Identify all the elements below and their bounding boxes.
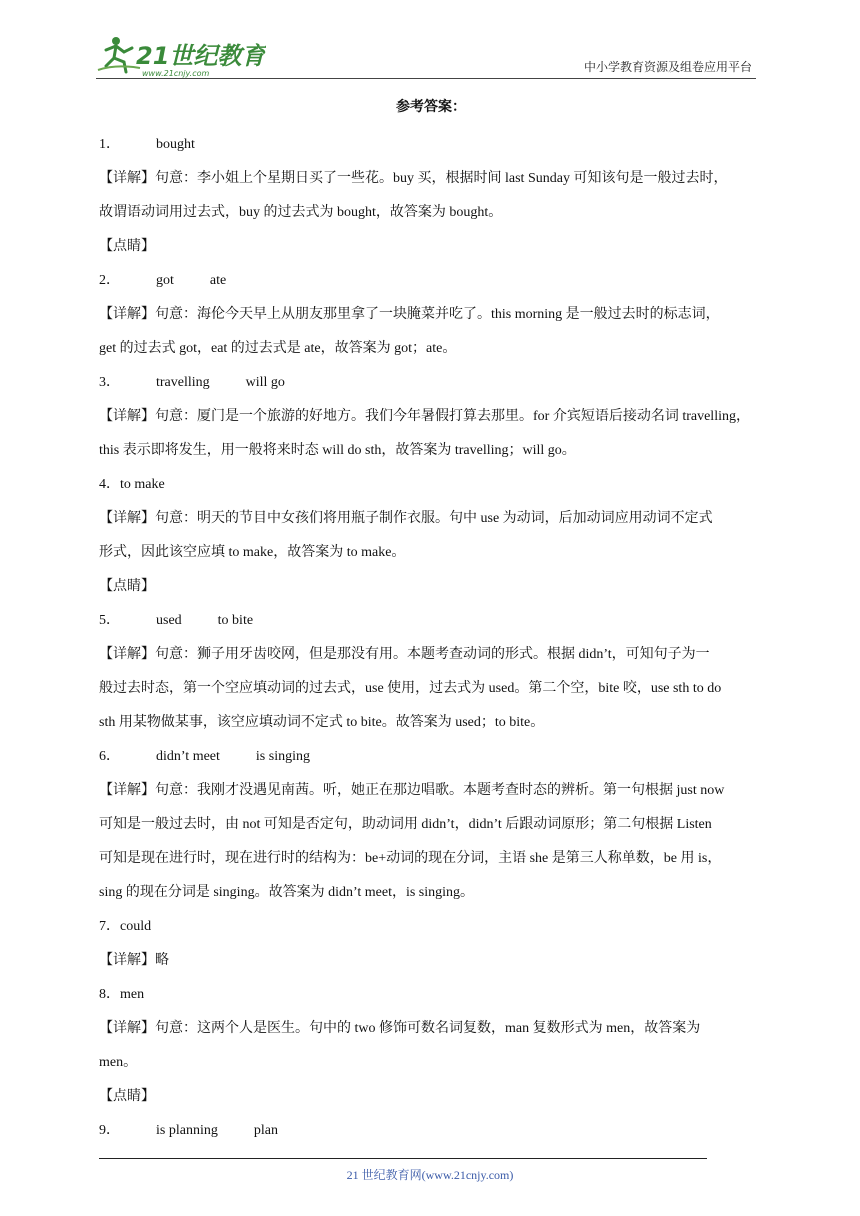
footer-divider <box>99 1158 707 1159</box>
answer-lines <box>99 128 763 1148</box>
answer-line <box>99 366 763 400</box>
explanation-line: 【详解】句意：厦门是一个旅游的好地方。我们今年暑假打算去那里。for 介宾短语后接动名词 travelling， <box>99 409 750 424</box>
question-number: 6． <box>99 749 120 764</box>
explanation-line: 般过去时态，第一个空应填动词的过去式，use 使用，过去式为 used。第二个空，bite 咬，use sth to do <box>99 681 722 696</box>
answer-value: plan <box>253 1123 278 1138</box>
explanation-line: men。 <box>99 1055 138 1070</box>
answer-value: used <box>156 613 182 628</box>
question-number: 2． <box>99 273 120 288</box>
answer-value: is planning <box>156 1123 218 1138</box>
page-footer[interactable]: 21 世纪教育网(www.21cnjy.com) <box>346 1168 514 1182</box>
explanation-line: sing 的现在分词是 singing。故答案为 didn’t meet，is singing。 <box>99 885 475 900</box>
question-number: 4． <box>99 477 120 492</box>
answer-line <box>99 128 763 162</box>
explanation-line: 【点睛】 <box>99 1089 155 1104</box>
question-number: 5． <box>99 613 120 628</box>
answer-value: could <box>120 919 152 934</box>
answer-value: ate <box>209 273 227 288</box>
question-number: 9． <box>99 1123 120 1138</box>
question-number: 3． <box>99 375 120 390</box>
answer-value: men <box>120 987 145 1002</box>
answer-line <box>99 1114 763 1148</box>
answer-line <box>99 468 763 502</box>
answer-line <box>99 910 763 944</box>
svg-text:www.21cnjy.com: www.21cnjy.com <box>142 69 210 78</box>
explanation-line: this 表示即将发生，用一般将来时态 will do sth，故答案为 travelling；will go。 <box>99 443 576 458</box>
answer-value: to make <box>120 477 165 492</box>
explanation-line: 故谓语动词用过去式，buy 的过去式为 bought，故答案为 bought。 <box>99 205 503 220</box>
answer-value: is singing <box>255 749 310 764</box>
explanation-line: 【点睛】 <box>99 579 155 594</box>
header-divider <box>96 78 756 79</box>
svg-text:21世纪教育: 21世纪教育 <box>136 42 266 70</box>
explanation-line: 【详解】句意：我刚才没遇见南茜。听，她正在那边唱歌。本题考查时态的辨析。第一句根据 just now <box>99 783 725 798</box>
answer-value: will go <box>245 375 285 390</box>
explanation-line: sth 用某物做某事，该空应填动词不定式 to bite。故答案为 used；to bite。 <box>99 715 545 730</box>
explanation-line: 形式，因此该空应填 to make，故答案为 to make。 <box>99 545 406 560</box>
explanation-line: 【详解】句意：这两个人是医生。句中的 two 修饰可数名词复数，man 复数形式为 men，故答案为 <box>99 1021 701 1036</box>
answer-title: 参考答案： <box>396 100 466 115</box>
explanation-line: 【详解】句意：李小姐上个星期日买了一些花。buy 买，根据时间 last Sunday 可知该句是一般过去时， <box>99 171 728 186</box>
question-number: 8． <box>99 987 120 1002</box>
explanation-line: get 的过去式 got，eat 的过去式是 ate，故答案为 got；ate。 <box>99 341 457 356</box>
answer-value: bought <box>156 137 195 152</box>
explanation-line: 【详解】句意：海伦今天早上从朋友那里拿了一块腌菜并吃了。this morning 是一般过去时的标志词， <box>99 307 720 322</box>
answer-value: to bite <box>217 613 254 628</box>
platform-name: 中小学教育资源及组卷应用平台 <box>583 60 752 74</box>
answer-line <box>99 264 763 298</box>
answer-content <box>99 96 763 1148</box>
explanation-line: 【详解】略 <box>99 953 169 968</box>
page-header <box>96 30 756 80</box>
answer-value: travelling <box>156 375 210 390</box>
explanation-line: 可知是一般过去时，由 not 可知是否定句，助动词用 didn’t，didn’t 后跟动词原形；第二句根据 Listen <box>99 817 712 832</box>
answer-value: got <box>156 273 174 288</box>
explanation-line: 【详解】句意：明天的节目中女孩们将用瓶子制作衣服。句中 use 为动词，后加动词应用动词不定式 <box>99 511 713 526</box>
explanation-line: 【详解】句意：狮子用牙齿咬网，但是那没有用。本题考查动词的形式。根据 didn’t，可知句子为一 <box>99 647 710 662</box>
answer-value: didn’t meet <box>156 749 220 764</box>
explanation-line: 可知是现在进行时，现在进行时的结构为：be+动词的现在分词，主语 she 是第三人称单数，be 用 is， <box>99 851 722 866</box>
explanation-line: 【点睛】 <box>99 239 155 254</box>
answer-line <box>99 604 763 638</box>
runner-logo-icon <box>96 34 266 78</box>
answer-line <box>99 978 763 1012</box>
question-number: 7． <box>99 919 120 934</box>
question-number: 1． <box>99 137 120 152</box>
site-logo[interactable] <box>96 34 266 78</box>
answer-line <box>99 740 763 774</box>
